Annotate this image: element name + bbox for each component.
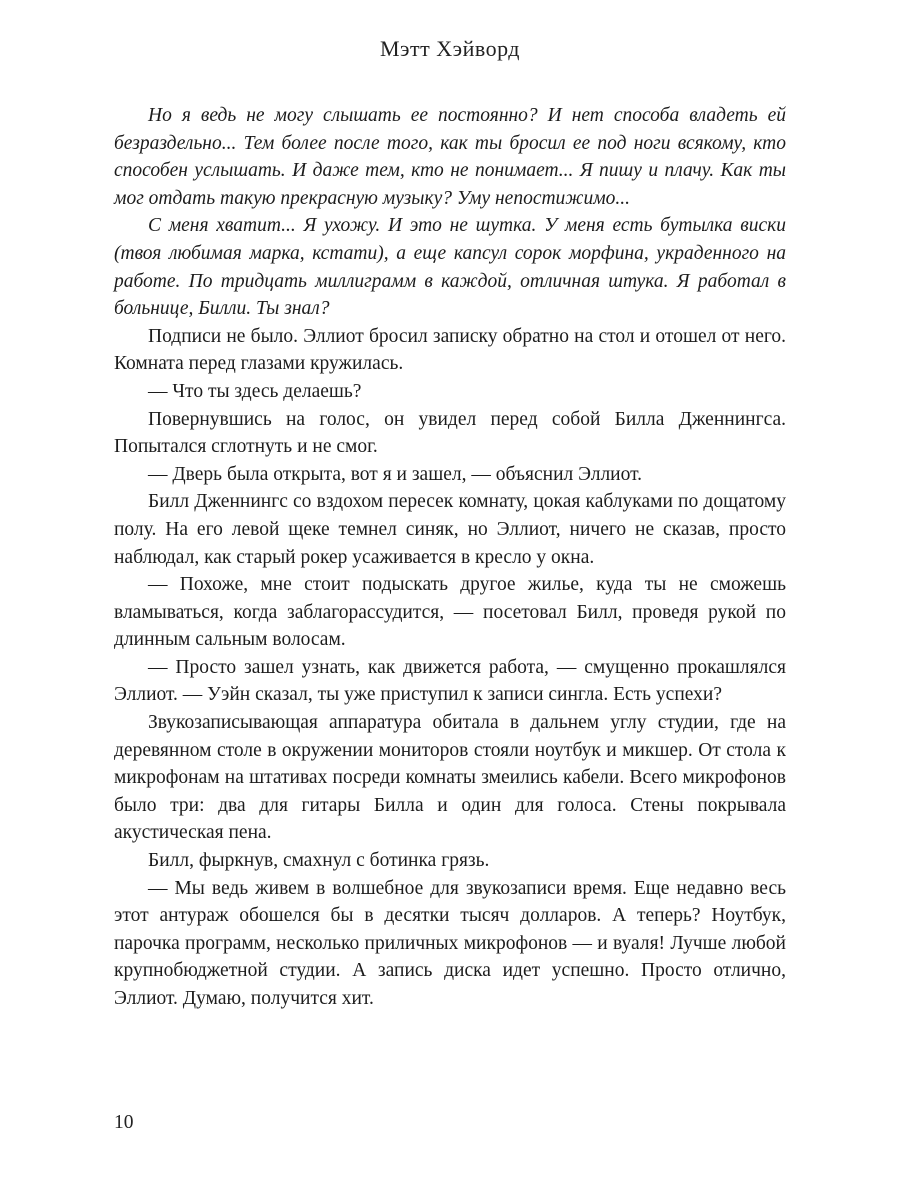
page-number: 10 xyxy=(114,1112,134,1133)
paragraph: С меня хватит... Я ухожу. И это не шутка. У меня есть бутылка виски (твоя любимая марка, кстати), а еще капсул сорок морфина, украденного на работе. По тридцать миллиграмм в каждой, отличная штука. Я работал в больнице, Билли. Ты знал? xyxy=(114,215,786,320)
paragraph: Билл, фыркнув, смахнул с ботинка грязь. xyxy=(148,850,490,872)
running-head-author: Мэтт Хэйворд xyxy=(380,36,520,61)
paragraph: — Дверь была открыта, вот я и зашел, — объяснил Эллиот. xyxy=(148,463,643,485)
paragraph: Билл Дженнингс со вздохом пересек комнату, цокая каблуками по дощатому полу. На его левой щеке темнел синяк, но Эллиот, ничего не сказав, просто наблюдал, как старый рокер усаживается в кресло у окна. xyxy=(114,491,786,568)
text-block xyxy=(114,102,786,1013)
paragraph: — Просто зашел узнать, как движется работа, — смущенно прокашлялся Эллиот. — Уэйн сказал, ты уже приступил к записи сингла. Есть успехи? xyxy=(114,656,786,706)
paragraph: — Похоже, мне стоит подыскать другое жилье, куда ты не сможешь вламываться, когда заблагорассудится, — посетовал Билл, проведя рукой по длинным сальным волосам. xyxy=(114,574,786,651)
paragraph: Но я ведь не могу слышать ее постоянно? И нет способа владеть ей безраздельно... Тем более после того, как ты бросил ее под ноги всякому, кто способен услышать. И даже тем, кто не понимает... Я пишу и плачу. Как ты мог отдать такую прекрасную музыку? Уму непостижимо... xyxy=(114,105,786,209)
paragraph: — Что ты здесь делаешь? xyxy=(148,380,362,402)
paragraph: Звукозаписывающая аппаратура обитала в дальнем углу студии, где на деревянном столе в окружении мониторов стояли ноутбук и микшер. От стола к микрофонам на штативах посреди комнаты змеились кабели. Всего микрофонов было три: два для гитары Билла и один для голоса. Стены покрывала акустическая пена. xyxy=(114,712,786,844)
paragraph: Повернувшись на голос, он увидел перед собой Билла Дженнингса. Попытался сглотнуть и не смог. xyxy=(114,408,786,458)
paragraph: Подписи не было. Эллиот бросил записку обратно на стол и отошел от него. Комната перед глазами кружилась. xyxy=(114,325,786,375)
paragraph: — Мы ведь живем в волшебное для звукозаписи время. Еще недавно весь этот антураж обошелся бы в десятки тысяч долларов. А теперь? Ноутбук, парочка программ, несколько приличных микрофонов — и вуаля! Лучше любой крупнобюджетной студии. А запись диска идет успешно. Просто отлично, Эллиот. Думаю, получится хит. xyxy=(114,877,786,1009)
